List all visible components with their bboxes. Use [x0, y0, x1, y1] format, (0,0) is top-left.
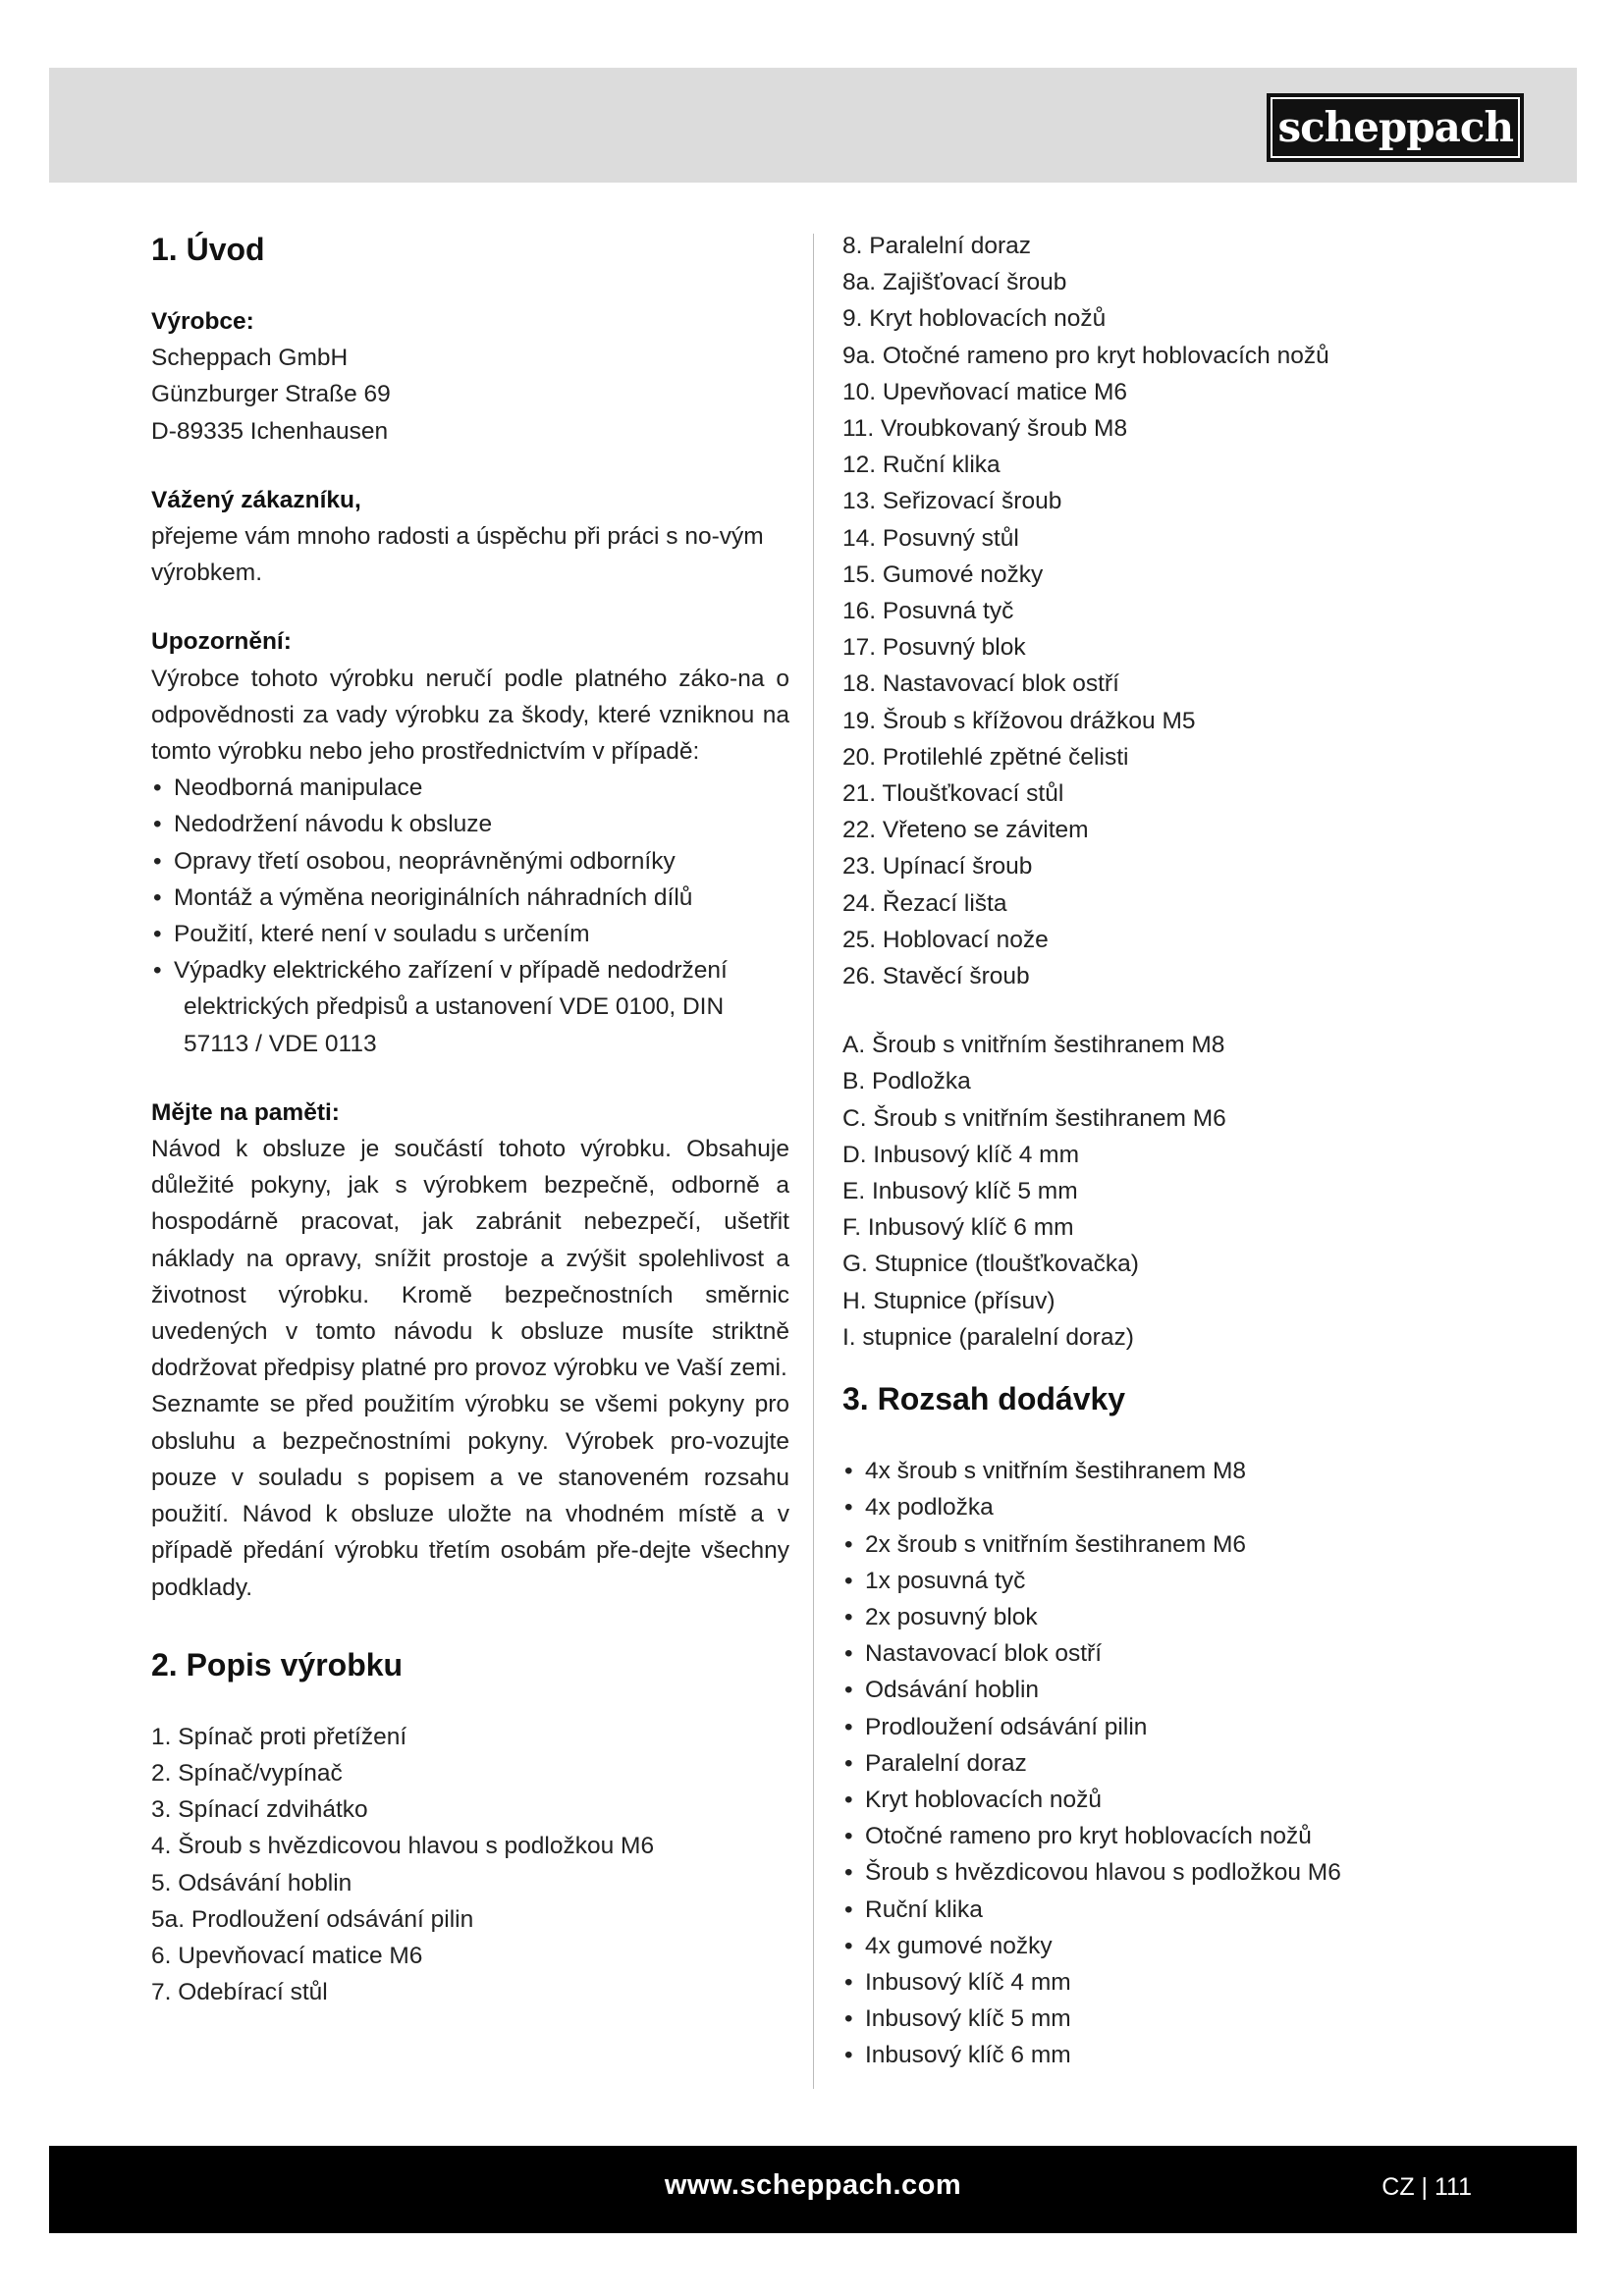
delivery-item: • 4x podložka — [842, 1489, 1432, 1525]
part-item: 7. Odebírací stůl — [151, 1979, 328, 2006]
part-item: 6. Upevňovací matice M6 — [151, 1942, 423, 1969]
list-item-line: 57113 / VDE 0113 — [184, 1030, 377, 1057]
delivery-item: • 2x šroub s vnitřním šestihranem M6 — [842, 1526, 1432, 1563]
part-item: 26. Stavěcí šroub — [842, 963, 1030, 990]
part-item: 9. Kryt hoblovacích nožů — [842, 305, 1107, 333]
address-line: Günzburger Straße 69 — [151, 381, 391, 408]
part-item: 4. Šroub s hvězdicovou hlavou s podložkou M6 — [151, 1833, 655, 1860]
part-item: 2. Spínač/vypínač — [151, 1759, 343, 1787]
part-item: 24. Řezací lišta — [842, 889, 1007, 917]
address-line: Scheppach GmbH — [151, 345, 349, 372]
part-item: 12. Ruční klika — [842, 452, 1001, 479]
right-column — [842, 228, 1432, 2074]
part-item: 8. Paralelní doraz — [842, 233, 1032, 259]
part-item: G. Stupnice (tloušťkovačka) — [842, 1251, 1139, 1278]
list-item: • Neodborná manipulace — [151, 770, 789, 806]
part-item: E. Inbusový klíč 5 mm — [842, 1178, 1078, 1205]
list-item-line: Výpadky elektrického zařízení v případě nedodržení — [174, 957, 728, 985]
part-item: 3. Spínací zdvihátko — [151, 1796, 368, 1824]
section-2-title: 2. Popis výrobku — [151, 1646, 404, 1682]
part-item: D. Inbusový klíč 4 mm — [842, 1141, 1079, 1168]
left-column — [151, 228, 789, 2010]
dear-customer-text: přejeme vám mnoho radosti a úspěchu při práci s no-vým výrobkem. — [151, 523, 764, 587]
scheppach-logo: scheppach — [1267, 93, 1524, 162]
part-item: H. Stupnice (přísuv) — [842, 1287, 1056, 1314]
part-item: F. Inbusový klíč 6 mm — [842, 1214, 1074, 1242]
part-item: A. Šroub s vnitřním šestihranem M8 — [842, 1032, 1225, 1059]
part-item: 16. Posuvná tyč — [842, 598, 1014, 625]
delivery-item: • Inbusový klíč 4 mm — [842, 1964, 1432, 2001]
address-line: D-89335 Ichenhausen — [151, 417, 389, 445]
part-item: 11. Vroubkovaný šroub M8 — [842, 415, 1128, 443]
page-number: CZ | 111 — [1381, 2173, 1472, 2201]
delivery-item: • Nastavovací blok ostří — [842, 1635, 1432, 1672]
list-item: • Opravy třetí osobou, neoprávněnými odborníky — [151, 843, 789, 880]
part-item: 5. Odsávání hoblin — [151, 1869, 352, 1896]
notice-text: Výrobce tohoto výrobku neručí podle platného záko-na o odpovědnosti za vady výrobku za škody, které vzniknou na tomto výrobku nebo jeho prostřednictvím v případě: — [151, 665, 789, 766]
notice-list — [151, 770, 789, 1062]
list-item — [151, 952, 789, 1062]
part-item: 9a. Otočné rameno pro kryt hoblovacích nožů — [842, 342, 1329, 369]
list-item: • Montáž a výměna neoriginálních náhradních dílů — [151, 880, 789, 916]
dear-customer-label: Vážený zákazníku, — [151, 486, 361, 513]
delivery-item: • Šroub s hvězdicovou hlavou s podložkou M6 — [842, 1854, 1432, 1891]
delivery-item: • 2x posuvný blok — [842, 1599, 1432, 1635]
page-header — [49, 68, 1577, 183]
delivery-item: • Kryt hoblovacích nožů — [842, 1782, 1432, 1818]
notice-label: Upozornění: — [151, 628, 292, 656]
parts-list-b — [842, 228, 1432, 994]
list-item: • Nedodržení návodu k obsluze — [151, 806, 789, 842]
part-item: 5a. Prodloužení odsávání pilin — [151, 1905, 474, 1933]
delivery-item: • 4x gumové nožky — [842, 1928, 1432, 1964]
part-item: B. Podložka — [842, 1068, 971, 1095]
list-item: • Použití, které není v souladu s určením — [151, 916, 789, 952]
part-item: 17. Posuvný blok — [842, 634, 1026, 662]
part-item: 23. Upínací šroub — [842, 853, 1033, 881]
list-item-line: elektrických předpisů a ustanovení VDE 0100, DIN — [184, 993, 725, 1021]
delivery-item: • Otočné rameno pro kryt hoblovacích nožů — [842, 1818, 1432, 1854]
website-link[interactable]: www.scheppach.com — [664, 2169, 962, 2201]
delivery-item: • Inbusový klíč 5 mm — [842, 2001, 1432, 2037]
delivery-item: • Ruční klika — [842, 1892, 1432, 1928]
part-item: 1. Spínač proti přetížení — [151, 1723, 407, 1750]
part-item: 22. Vřeteno se závitem — [842, 817, 1089, 844]
delivery-item: • 4x šroub s vnitřním šestihranem M8 — [842, 1453, 1432, 1489]
manufacturer-label: Výrobce: — [151, 308, 254, 335]
part-item: 10. Upevňovací matice M6 — [842, 378, 1128, 405]
part-item: 21. Tloušťkovací stůl — [842, 780, 1064, 808]
delivery-item: • Odsávání hoblin — [842, 1672, 1432, 1708]
part-item: 14. Posuvný stůl — [842, 524, 1019, 552]
parts-list-a — [151, 1719, 789, 2011]
part-item: 13. Seřizovací šroub — [842, 488, 1062, 515]
section-1-title: 1. Úvod — [151, 232, 265, 267]
part-item: 20. Protilehlé zpětné čelisti — [842, 743, 1129, 771]
section-3-title: 3. Rozsah dodávky — [842, 1381, 1126, 1417]
delivery-item: • Prodloužení odsávání pilin — [842, 1709, 1432, 1745]
page-footer — [49, 2146, 1577, 2233]
manufacturer-address — [151, 340, 789, 450]
column-divider — [813, 234, 814, 2089]
delivery-list — [842, 1453, 1432, 2073]
part-item: 19. Šroub s křížovou drážkou M5 — [842, 707, 1196, 734]
remember-text-1: Návod k obsluze je součástí tohoto výrobku. Obsahuje důležité pokyny, jak s výrobkem bezpečně, odborně a hospodárně pracovat, jak zabránit nebezpečí, ušetřit náklady na opravy, snížit prostoje a zvýšit spolehlivost a životnost výrobku. Kromě bezpečnostních směrnic uvedených v tomto návodu k obsluze musíte striktně dodržovat předpisy platné pro provoz výrobku ve Vaší zemi. — [151, 1136, 789, 1382]
part-item: C. Šroub s vnitřním šestihranem M6 — [842, 1104, 1226, 1132]
delivery-item: • 1x posuvná tyč — [842, 1563, 1432, 1599]
part-item: 18. Nastavovací blok ostří — [842, 670, 1119, 698]
remember-text-2: Seznamte se před použitím výrobku se všemi pokyny pro obsluhu a bezpečnostními pokyny. Výrobek pro-vozujte pouze v souladu s popisem a ve stanoveném rozsahu použití. Návod k obsluze uložte na vhodném místě a v případě předání výrobku třetím osobám pře-dejte všechny podklady. — [151, 1391, 789, 1601]
part-item: 15. Gumové nožky — [842, 561, 1044, 588]
parts-list-c — [842, 1027, 1432, 1356]
part-item: 25. Hoblovací nože — [842, 926, 1049, 953]
delivery-item: • Inbusový klíč 6 mm — [842, 2037, 1432, 2073]
part-item: 8a. Zajišťovací šroub — [842, 269, 1067, 296]
part-item: I. stupnice (paralelní doraz) — [842, 1323, 1134, 1351]
delivery-item: • Paralelní doraz — [842, 1745, 1432, 1782]
remember-label: Mějte na paměti: — [151, 1098, 340, 1126]
